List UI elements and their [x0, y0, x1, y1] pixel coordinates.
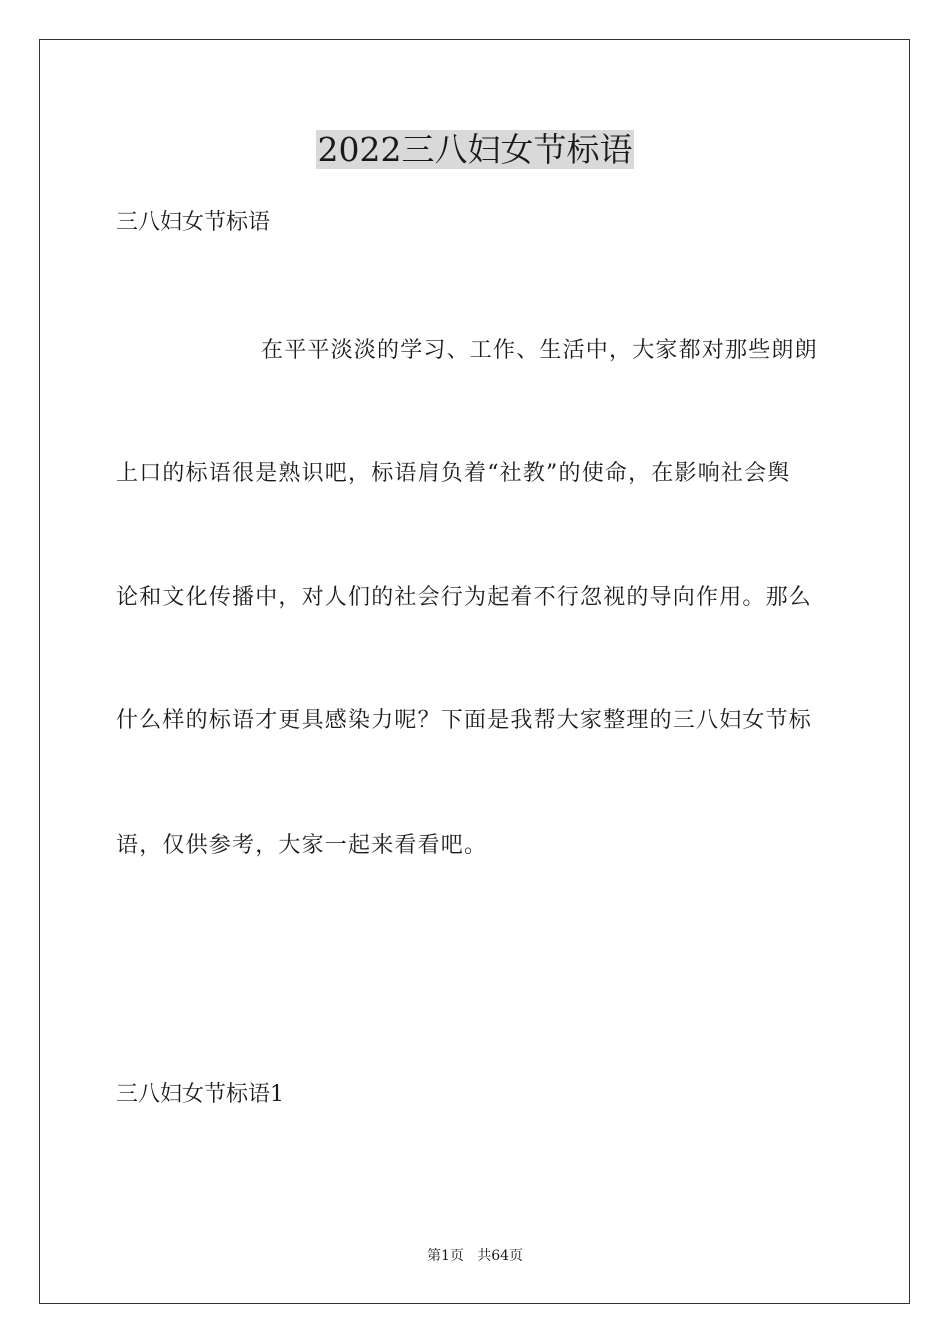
paragraph-line-2: 上口的标语很是熟识吧，标语肩负着“社教”的使命，在影响社会舆	[116, 461, 791, 486]
paragraph-line-1: 在平平淡淡的学习、工作、生活中，大家都对那些朗朗	[261, 338, 818, 363]
document-subtitle: 三八妇女节标语	[116, 210, 271, 235]
section-heading: 三八妇女节标语1	[116, 1082, 284, 1107]
paragraph-line-3: 论和文化传播中，对人们的社会行为起着不行忽视的导向作用。那么	[116, 585, 813, 610]
paragraph-line-4: 什么样的标语才更具感染力呢？下面是我帮大家整理的三八妇女节标	[116, 708, 813, 733]
document-title-text: 2022三八妇女节标语	[317, 130, 633, 169]
document-title	[0, 127, 950, 173]
page-footer: 第1页 共64页	[426, 1248, 524, 1264]
paragraph-line-5: 语，仅供参考，大家一起来看看吧。	[116, 833, 488, 858]
